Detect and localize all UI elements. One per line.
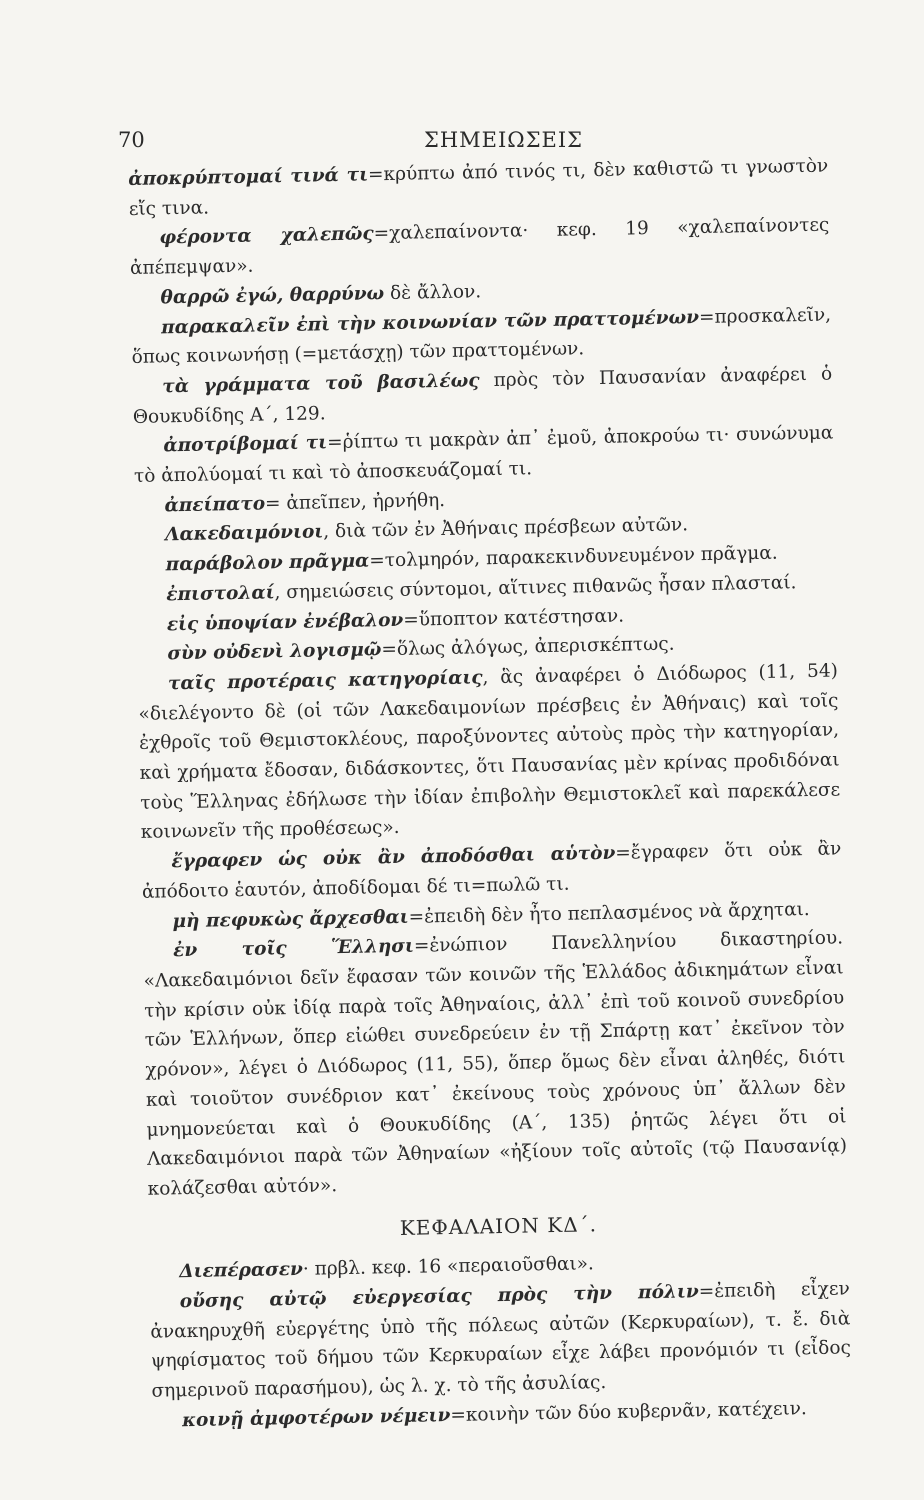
note-lemma: οὔσης αὐτῷ εὐεργεσίας πρὸς τὴν πόλιν <box>179 1281 699 1313</box>
note-lemma: μὴ πεφυκὼς ἄρχεσθαι <box>172 906 409 932</box>
note-text: =κοινὴν τῶν δύο κυβερνᾶν, κατέχειν. <box>450 1398 808 1426</box>
note-lemma: ἀποκρύπτομαί τινά τι <box>128 164 369 190</box>
notes-body <box>128 152 852 1437</box>
note-lemma: ἀπείπατο <box>164 493 266 517</box>
note-text: =ὕποπτον κατέστησαν. <box>403 605 625 631</box>
note-text: = ἀπεῖπεν, ἠρνήθη. <box>264 489 446 515</box>
note-lemma: Λακεδαιμόνιοι <box>164 521 324 546</box>
note-lemma: παρακαλεῖν ἐπὶ τὴν κοινωνίαν τῶν πραττομένων <box>160 306 700 338</box>
note-text: =ἐνώπιον Πανελληνίου δικαστηρίου. «Λακεδαιμόνιοι δεῖν ἔφασαν τῶν κοινῶν τῆς Ἑλλάδος ἀδικημάτων εἶναι τὴν κρίσιν οὐκ ἰδίᾳ παρὰ τοῖς Ἀθηναίοις, ἀλλ᾿ ἐπὶ τοῦ κοινοῦ συνεδρίου τῶν Ἑλλήνων, ὅπερ εἰώθει συνεδρεύειν ἐν τῇ Σπάρτῃ κατ᾿ ἐκεῖνον τὸν χρόνον», λέγει ὁ Διόδωρος (11, 55), ὅπερ ὅμως δὲν εἶναι ἀληθές, διότι καὶ τοιοῦτον συνέδριον κατ᾿ ἐκείνους τοὺς χρόνους ὑπ᾿ ἄλλων δὲν μνημονεύεται καὶ ὁ Θουκυδίδης (Α΄, 135) ῥητῶς λέγει ὅτι οἱ Λακεδαιμόνιοι παρὰ τῶν Ἀθηναίων «ἠξίουν τοῖς αὐτοῖς (τῷ Παυσανίᾳ) κολάζεσθαι αὐτόν». <box>143 927 848 1200</box>
note-text: , ἃς ἀναφέρει ὁ Διόδωρος (11, 54) «διελέγοντο δὲ (οἱ τῶν Λακεδαιμονίων πρέσβεις ἐν Ἀθήναις) καὶ τοῖς ἐχθροῖς τοῦ Θεμιστοκλέους, παροξύνοντες αὐτοὺς πρὸς τὴν κατηγορίαν, καὶ χρήματα ἔδοσαν, διδάσκοντες, ὅτι Παυσανίας μὲν κρίνας προδιδόναι τοὺς Ἕλληνας ἐδήλωσε τὴν ἰδίαν ἐπιβολὴν Θεμιστοκλεῖ καὶ παρεκάλεσε κοινωνεῖν τῆς προθέσεως». <box>138 660 841 844</box>
note-entry <box>138 656 841 848</box>
note-lemma: ἔγραφεν ὡς οὐκ ἂν ἀποδόσθαι αὑτὸν <box>171 842 616 873</box>
note-text: =προσκαλεῖν, ὅπως κοινωνήσῃ (=μετάσχῃ) τῶν πραττομένων. <box>131 304 832 369</box>
note-lemma: ἐπιστολαί <box>166 582 275 606</box>
note-entry <box>150 1274 852 1406</box>
note-entry <box>143 924 848 1205</box>
page-number: 70 <box>118 128 145 152</box>
note-lemma: εἰς ὑποψίαν ἐνέβαλον <box>166 609 404 635</box>
note-lemma: ἐν τοῖς Ἕλλησι <box>172 935 415 962</box>
note-text: =ὅλως ἀλόγως, ἀπερισκέπτως. <box>381 633 675 661</box>
note-text: =χαλεπαίνοντα· κεφ. 19 «χαλεπαίνοντες ἀπέπεμψαν». <box>129 214 830 280</box>
chapter-heading: ΚΕΦΑΛΑΙΟΝ ΚΔ΄. <box>399 1211 598 1240</box>
note-text: , διὰ τῶν ἐν Ἀθήναις πρέσβεων αὐτῶν. <box>323 514 689 543</box>
note-lemma: κοινῇ ἀμφοτέρων νέμειν <box>181 1404 451 1432</box>
note-lemma: ἀποτρίβομαί τι <box>163 432 328 457</box>
note-lemma: σὺν οὐδενὶ λογισμῷ <box>167 639 382 665</box>
note-text: =ἐπειδὴ εἶχεν ἀνακηρυχθῆ εὐεργέτης ὑπὸ τῆς πόλεως αὐτῶν (Κερκυραίων), τ. ἔ. διὰ ψηφίσματος τοῦ δήμου τῶν Κερκυραίων εἶχε λάβει προνόμιόν τι (εἶδος σημερινοῦ παρασήμου), ὡς λ. χ. τὸ τῆς ἀσυλίας. <box>150 1278 852 1402</box>
note-lemma: Διεπέρασεν <box>179 1259 304 1283</box>
note-lemma: παράβολον πρᾶγμα <box>165 550 370 576</box>
note-text: · πρβλ. κεφ. 16 «περαιοῦσθαι». <box>302 1253 595 1281</box>
note-text: =ἐπειδὴ δὲν ἦτο πεπλασμένος νὰ ἄρχηται. <box>408 898 810 928</box>
note-lemma: θαρρῶ ἐγώ, θαρρύνω <box>160 282 385 309</box>
note-lemma: τὰ γράμματα τοῦ βασιλέως <box>162 370 480 398</box>
note-text: πρὸς τὸν Παυσανίαν ἀναφέρει ὁ Θουκυδίδης Α΄, 129. <box>132 363 833 428</box>
note-text: δὲ ἄλλον. <box>383 281 482 304</box>
note-text: =κρύπτω ἀπό τινός τι, δὲν καθιστῶ τι γνωστὸν εἴς τινα. <box>128 155 829 220</box>
note-text: =ῥίπτω τι μακρὰν ἀπ᾿ ἐμοῦ, ἀποκρούω τι· συνώνυμα τὸ ἀπολύομαί τι καὶ τὸ ἀποσκευάζομαί τι. <box>133 422 834 487</box>
note-text: =τολμηρόν, παρακεκινδυνευμένον πρᾶγμα. <box>369 542 778 572</box>
note-text: =ἔγραφεν ὅτι οὐκ ἂν ἀπόδοιτο ἑαυτόν, ἀποδίδομαι δέ τι=πωλῶ τι. <box>141 838 842 903</box>
note-lemma: φέροντα χαλεπῶς <box>159 223 374 249</box>
note-lemma: ταῖς προτέραις κατηγορίαις <box>167 667 483 695</box>
note-text: , σημειώσεις σύντομοι, αἵτινες πιθανῶς ἦσαν πλασταί. <box>274 572 797 604</box>
running-title: ΣΗΜΕΙΩΣΕΙΣ <box>424 128 584 152</box>
